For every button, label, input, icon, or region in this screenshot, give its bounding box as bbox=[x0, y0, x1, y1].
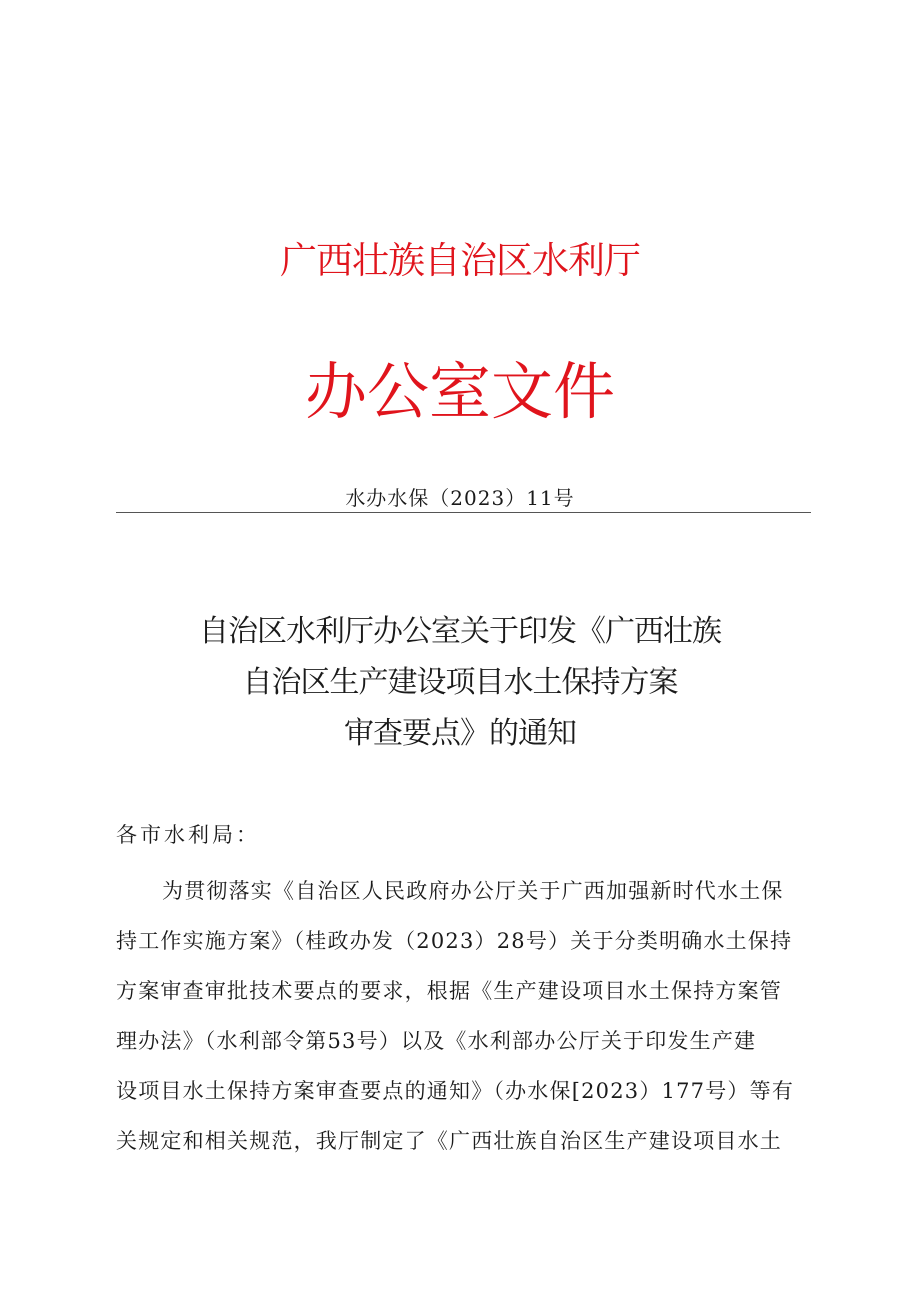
document-number: 水办水保（2023）11号 bbox=[345, 486, 575, 510]
body-line: 持工作实施方案》（桂政办发（2023）28号）关于分类明确水土保持 bbox=[116, 929, 793, 953]
body-paragraph bbox=[116, 866, 816, 1166]
header-divider bbox=[116, 512, 811, 513]
title-line: 审查要点》的通知 bbox=[344, 716, 576, 751]
body-line: 关规定和相关规范，我厅制定了《广西壮族自治区生产建设项目水土 bbox=[116, 1129, 782, 1153]
body-line: 理办法》（水利部令第53号）以及《水利部办公厅关于印发生产建 bbox=[116, 1029, 757, 1053]
body-line: 方案审查审批技术要点的要求，根据《生产建设项目水土保持方案管 bbox=[116, 979, 782, 1003]
body-line: 为贯彻落实《自治区人民政府办公厅关于广西加强新时代水土保 bbox=[162, 879, 784, 903]
body-line: 设项目水土保持方案审查要点的通知》（办水保[2023）177号）等有 bbox=[116, 1079, 795, 1103]
document-type: 办公室文件 bbox=[304, 355, 615, 428]
title-line: 自治区水利厅办公室关于印发《广西壮族 bbox=[199, 614, 721, 649]
title-line: 自治区生产建设项目水土保持方案 bbox=[242, 665, 678, 700]
issuer-name: 广西壮族自治区水利厅 bbox=[280, 239, 640, 282]
salutation: 各市水利局： bbox=[116, 823, 260, 847]
document-title bbox=[0, 606, 920, 759]
